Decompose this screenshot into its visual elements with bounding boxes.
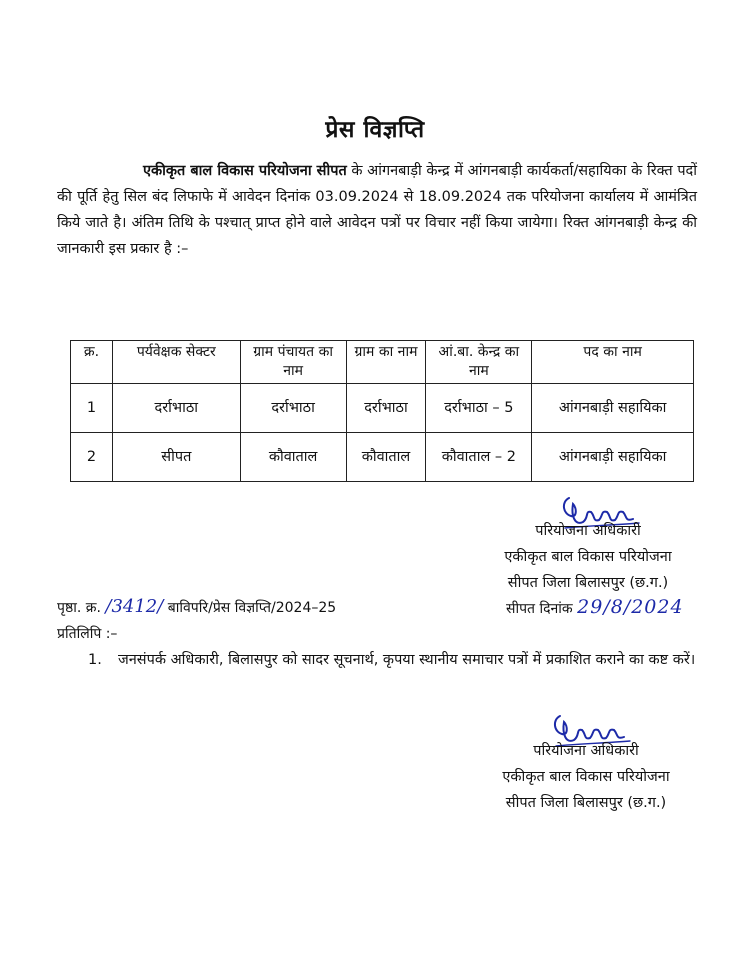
copy-item [88, 648, 700, 673]
table-row [71, 384, 694, 433]
intro-text: के आंगनबाड़ी केन्द्र में आंगनबाड़ी कार्यकर्ता/सहायिका के रिक्त पदों की पूर्ति हेतु सिल बंद लिफाफे में आवेदन दिनांक 03.09.2024 से 18.09.2024 तक परियोजना कार्यालय में आमंत्रित किये जाते है। अंतिम तिथि के पश्चात् प्राप्त होने वाले आवेदन पत्रों पर विचार नहीं किया जायेगा। रिक्त आंगनबाड़ी केन्द्र की जानकारी इस प्रकार है :– [57, 163, 698, 257]
cell-panchayat: दर्राभाठा [240, 384, 346, 433]
document-title: प्रेस विज्ञप्ति [325, 117, 425, 143]
cell-serial: 2 [71, 433, 113, 482]
project-name: एकीकृत बाल विकास परियोजना सीपत [143, 163, 347, 179]
col-header-sector: पर्यवेक्षक सेक्टर [112, 341, 240, 384]
signatory-org: एकीकृत बाल विकास परियोजना [502, 769, 670, 785]
col-header-panchayat: ग्राम पंचायत का नाम [240, 341, 346, 384]
table-row [71, 433, 694, 482]
signatory-place: सीपत जिला बिलासपुर (छ.ग.) [507, 575, 669, 591]
vacancy-table [70, 340, 694, 482]
cell-centre: कौवाताल – 2 [426, 433, 532, 482]
reference-number: पृष्ठा. क्र. /3412/ बाविपरि/प्रेस विज्ञप्ति/2024–25 [57, 596, 337, 617]
signatory-role: परियोजना अधिकारी [533, 743, 639, 759]
intro-paragraph [57, 158, 697, 262]
table-header-row [71, 341, 694, 384]
signatory-place: सीपत जिला बिलासपुर (छ.ग.) [505, 795, 667, 811]
issue-date: सीपत दिनांक 29/8/2024 [506, 596, 684, 618]
col-header-post: पद का नाम [532, 341, 694, 384]
signatory-org: एकीकृत बाल विकास परियोजना [504, 549, 672, 565]
col-header-village: ग्राम का नाम [346, 341, 426, 384]
copy-to-label: प्रतिलिपि :– [57, 626, 118, 642]
signature-block-1 [468, 518, 708, 596]
cell-sector: दर्राभाठा [112, 384, 240, 433]
cell-serial: 1 [71, 384, 113, 433]
cell-village: दर्राभाठा [346, 384, 426, 433]
signature-block-2 [466, 738, 706, 816]
cell-centre: दर्राभाठा – 5 [426, 384, 532, 433]
cell-sector: सीपत [112, 433, 240, 482]
cell-post: आंगनबाड़ी सहायिका [532, 433, 694, 482]
copy-item-text: जनसंपर्क अधिकारी, बिलासपुर को सादर सूचनार्थ, कृपया स्थानीय समाचार पत्रों में प्रकाशित कराने का कष्ट करें। [118, 652, 696, 668]
col-header-centre: आं.बा. केन्द्र का नाम [426, 341, 532, 384]
cell-post: आंगनबाड़ी सहायिका [532, 384, 694, 433]
cell-village: कौवाताल [346, 433, 426, 482]
handwritten-ref-number: /3412/ [105, 596, 164, 617]
signatory-role: परियोजना अधिकारी [535, 523, 641, 539]
cell-panchayat: कौवाताल [240, 433, 346, 482]
copy-item-number: 1. [88, 652, 102, 668]
handwritten-date: 29/8/2024 [577, 596, 684, 618]
col-header-serial: क्र. [71, 341, 113, 384]
